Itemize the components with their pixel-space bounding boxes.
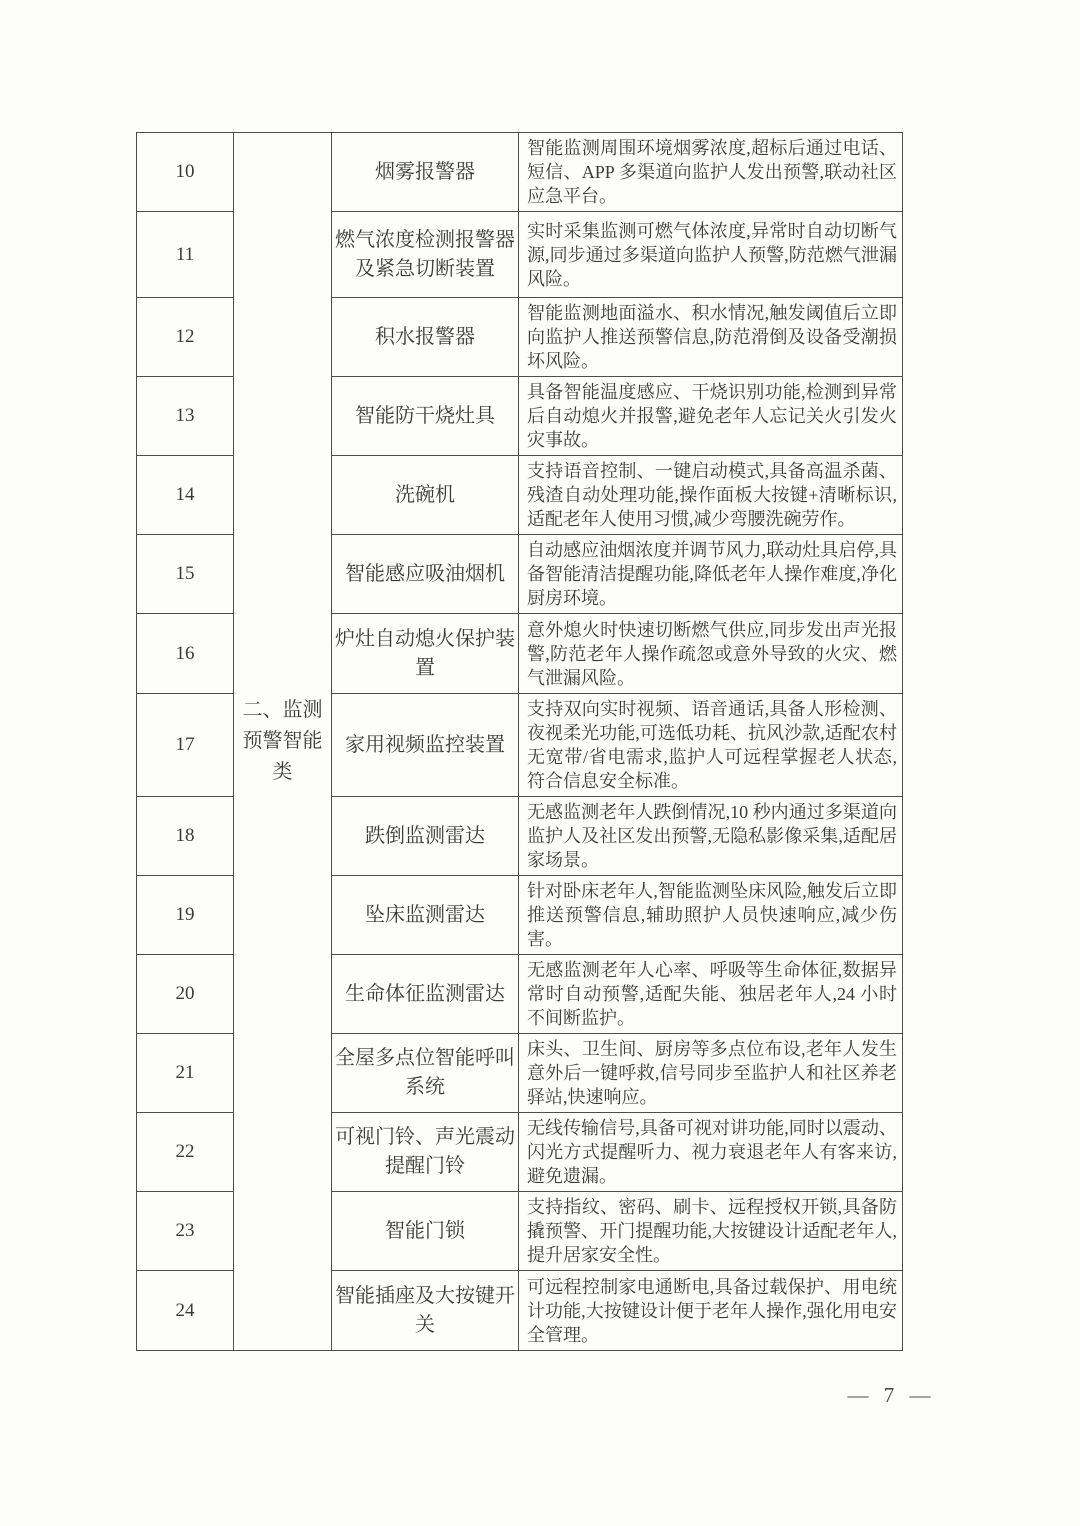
product-description: 支持指纹、密码、刷卡、远程授权开锁,具备防撬预警、开门提醒功能,大按键设计适配老年人,提升居家安全性。 <box>519 1192 903 1271</box>
product-description: 床头、卫生间、厨房等多点位布设,老年人发生意外后一键呼救,信号同步至监护人和社区养老驿站,快速响应。 <box>519 1034 903 1113</box>
page-number: — 7 — <box>847 1383 933 1407</box>
row-number: 12 <box>137 298 234 377</box>
row-number: 16 <box>137 614 234 694</box>
product-name: 坠床监测雷达 <box>332 876 519 955</box>
product-description: 无感监测老年人心率、呼吸等生命体征,数据异常时自动预警,适配失能、独居老年人,24 小时不间断监护。 <box>519 955 903 1034</box>
product-description: 自动感应油烟浓度并调节风力,联动灶具启停,具备智能清洁提醒功能,降低老年人操作难度,净化厨房环境。 <box>519 535 903 614</box>
product-description: 无感监测老年人跌倒情况,10 秒内通过多渠道向监护人及社区发出预警,无隐私影像采集,适配居家场景。 <box>519 797 903 876</box>
product-name: 燃气浓度检测报警器及紧急切断装置 <box>332 212 519 298</box>
row-number: 19 <box>137 876 234 955</box>
product-name: 烟雾报警器 <box>332 133 519 212</box>
row-number: 15 <box>137 535 234 614</box>
product-name: 跌倒监测雷达 <box>332 797 519 876</box>
product-description: 支持语音控制、一键启动模式,具备高温杀菌、残渣自动处理功能,操作面板大按键+清晰标识,适配老年人使用习惯,减少弯腰洗碗劳作。 <box>519 456 903 535</box>
product-catalog-table <box>136 132 903 1351</box>
product-description: 意外熄火时快速切断燃气供应,同步发出声光报警,防范老年人操作疏忽或意外导致的火灾、燃气泄漏风险。 <box>519 614 903 694</box>
row-number: 10 <box>137 133 234 212</box>
product-name: 生命体征监测雷达 <box>332 955 519 1034</box>
product-name: 智能插座及大按键开关 <box>332 1271 519 1351</box>
product-description: 支持双向实时视频、语音通话,具备人形检测、夜视柔光功能,可选低功耗、抗风沙款,适配农村无宽带/省电需求,监护人可远程掌握老人状态,符合信息安全标准。 <box>519 694 903 797</box>
row-number: 24 <box>137 1271 234 1351</box>
row-number: 20 <box>137 955 234 1034</box>
product-description: 可远程控制家电通断电,具备过载保护、用电统计功能,大按键设计便于老年人操作,强化用电安全管理。 <box>519 1271 903 1351</box>
product-description: 针对卧床老年人,智能监测坠床风险,触发后立即推送预警信息,辅助照护人员快速响应,减少伤害。 <box>519 876 903 955</box>
product-name: 全屋多点位智能呼叫系统 <box>332 1034 519 1113</box>
table-row <box>137 133 903 212</box>
product-description: 智能监测地面溢水、积水情况,触发阈值后立即向监护人推送预警信息,防范滑倒及设备受潮损坏风险。 <box>519 298 903 377</box>
row-number: 22 <box>137 1113 234 1192</box>
product-description: 智能监测周围环境烟雾浓度,超标后通过电话、短信、APP 多渠道向监护人发出预警,联动社区应急平台。 <box>519 133 903 212</box>
row-number: 14 <box>137 456 234 535</box>
product-name: 智能感应吸油烟机 <box>332 535 519 614</box>
product-name: 家用视频监控装置 <box>332 694 519 797</box>
row-number: 13 <box>137 377 234 456</box>
row-number: 18 <box>137 797 234 876</box>
row-number: 21 <box>137 1034 234 1113</box>
row-number: 23 <box>137 1192 234 1271</box>
product-name: 积水报警器 <box>332 298 519 377</box>
row-number: 17 <box>137 694 234 797</box>
product-name: 洗碗机 <box>332 456 519 535</box>
row-number: 11 <box>137 212 234 298</box>
product-description: 实时采集监测可燃气体浓度,异常时自动切断气源,同步通过多渠道向监护人预警,防范燃气泄漏风险。 <box>519 212 903 298</box>
product-description: 无线传输信号,具备可视对讲功能,同时以震动、闪光方式提醒听力、视力衰退老年人有客来访,避免遗漏。 <box>519 1113 903 1192</box>
product-description: 具备智能温度感应、干烧识别功能,检测到异常后自动熄火并报警,避免老年人忘记关火引发火灾事故。 <box>519 377 903 456</box>
product-name: 炉灶自动熄火保护装置 <box>332 614 519 694</box>
category-cell: 二、监测预警智能类 <box>234 133 332 1351</box>
product-name: 智能门锁 <box>332 1192 519 1271</box>
product-name: 可视门铃、声光震动提醒门铃 <box>332 1113 519 1192</box>
product-name: 智能防干烧灶具 <box>332 377 519 456</box>
